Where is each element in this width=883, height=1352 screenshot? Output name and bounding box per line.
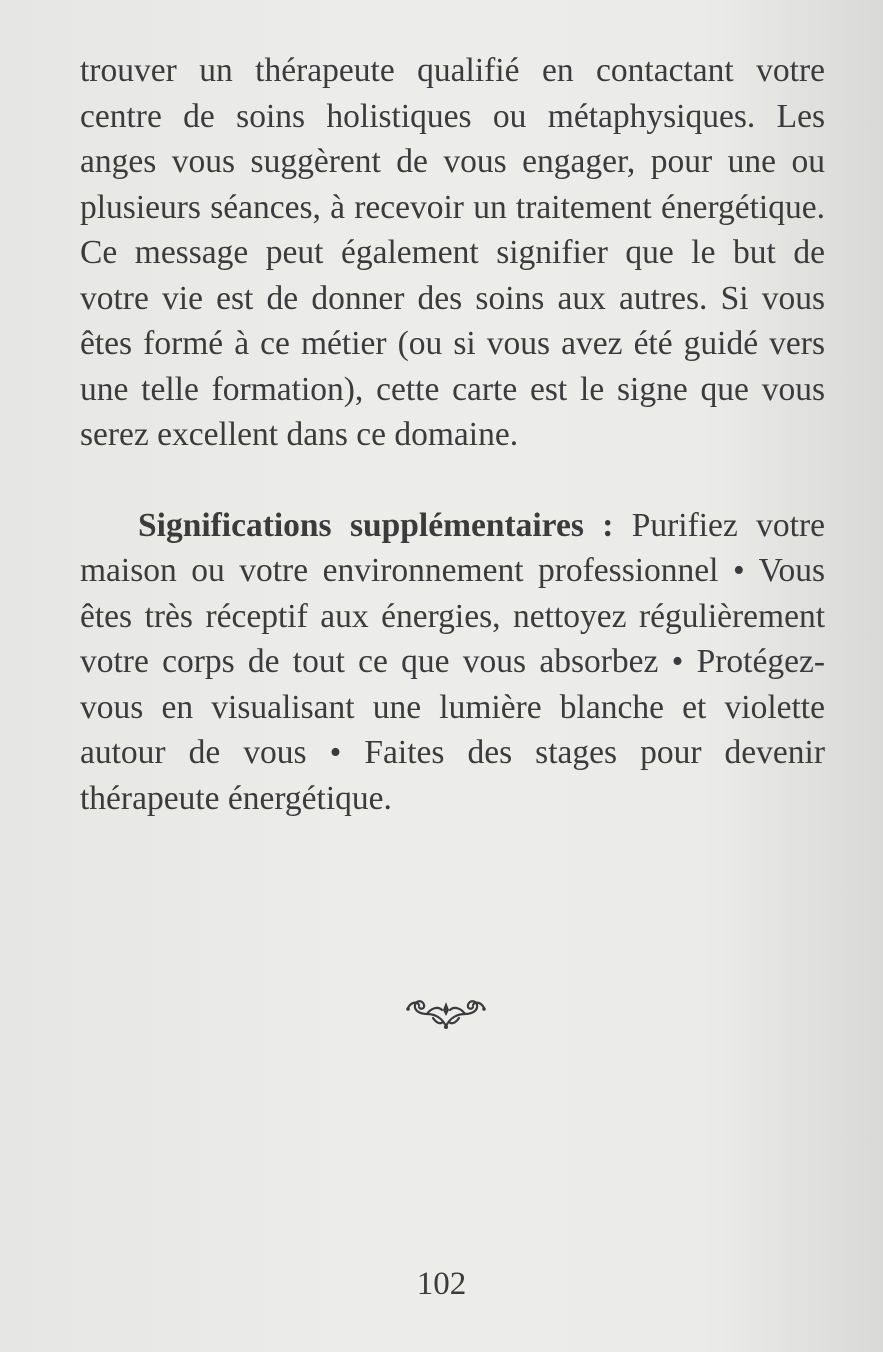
paragraph-continuation: trouver un thérapeute qualifié en contactant votre centre de soins holistiques ou métaphysiques. Les anges vous suggèrent de vous engager, pour une ou plusieurs séances, à recevoir un traitement énergétique. Ce message peut également signifier que le but de votre vie est de donner des soins aux autres. Si vous êtes formé à ce métier (ou si vous avez été guidé vers une telle formation), cette carte est le signe que vous serez excellent dans ce domaine. (80, 52, 825, 453)
section-heading: Significations supplémentaires : (138, 506, 614, 544)
fleuron-ornament-icon (405, 996, 487, 1030)
page-body (80, 48, 825, 821)
page-number: 102 (416, 1266, 467, 1302)
section-body: Purifiez votre maison ou votre environnement professionnel • Vous êtes très réceptif aux énergies, nettoyez régulièrement votre corps de tout ce que vous absorbez • Protégez-vous en visualisant une lumière blanche et violette autour de vous • Faites des stages pour devenir thérapeute énergétique. (80, 506, 825, 817)
paragraph-additional-meanings (80, 503, 825, 822)
